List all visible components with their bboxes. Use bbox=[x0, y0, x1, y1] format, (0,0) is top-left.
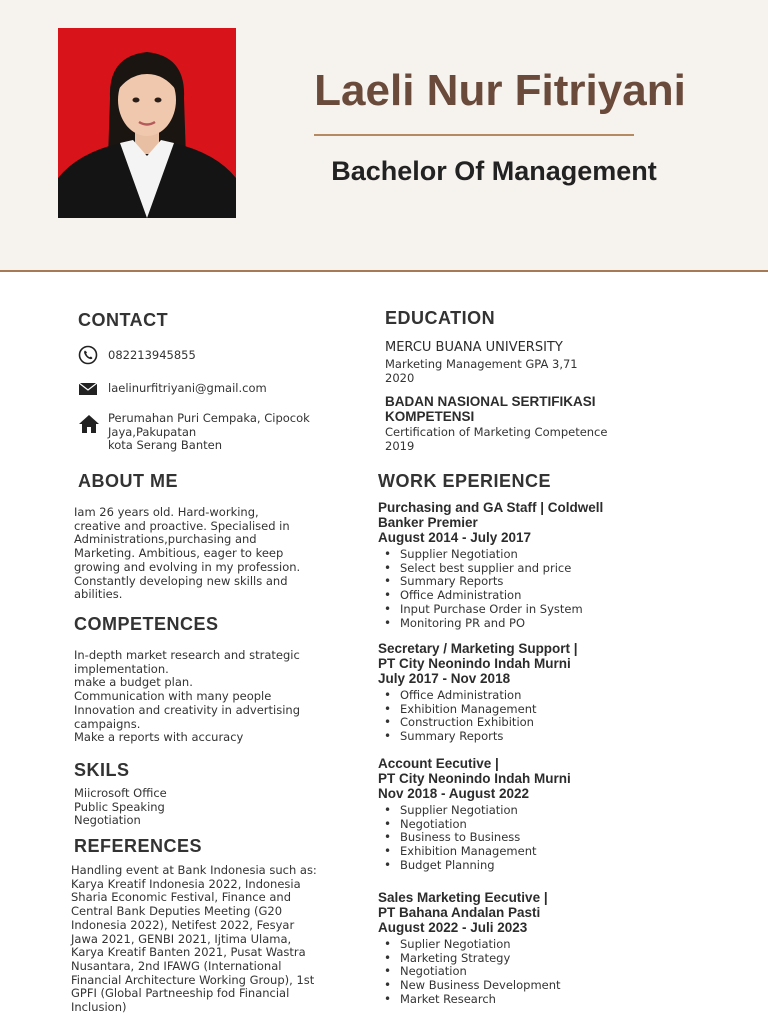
job-duty: • New Business Development bbox=[378, 979, 698, 993]
competences-text: In-depth market research and strategic implementation. make a budget plan. Communication with many people Innovation and creativity in advertising campaigns. Make a reports with accuracy bbox=[74, 648, 301, 745]
contact-phone: 082213945855 bbox=[108, 348, 196, 362]
job-title: Secretary / Marketing Support | PT City Neonindo Indah Murni July 2017 - Nov 2018 bbox=[378, 641, 578, 686]
about-text: Iam 26 years old. Hard-working, creative and proactive. Specialised in Administrations,purchasing and Marketing. Ambitious, eager to keep growing and evolving in my profession. Constantly developing new skills and abilities. bbox=[74, 505, 301, 602]
job-duty: • Office Administration bbox=[378, 689, 698, 703]
skills-heading: SKILS bbox=[74, 760, 130, 780]
education-detail: Certification of Marketing Competence 2019 bbox=[385, 425, 608, 453]
job-title: Sales Marketing Eecutive | PT Bahana Andalan Pasti August 2022 - Juli 2023 bbox=[378, 890, 548, 935]
contact-email: laelinurfitriyani@gmail.com bbox=[108, 381, 267, 395]
job-duties bbox=[378, 804, 698, 873]
job-duty: • Summary Reports bbox=[378, 575, 698, 589]
job-duty: • Market Research bbox=[378, 993, 698, 1007]
job-duty: • Select best supplier and price bbox=[378, 562, 698, 576]
home-icon bbox=[78, 414, 100, 438]
work-heading: WORK EPERIENCE bbox=[378, 471, 552, 491]
competences-heading: COMPETENCES bbox=[74, 614, 219, 634]
job-duty: • Input Purchase Order in System bbox=[378, 603, 698, 617]
job-duty: • Supplier Negotiation bbox=[378, 804, 698, 818]
about-heading: ABOUT ME bbox=[78, 471, 178, 491]
job-duty: • Negotiation bbox=[378, 965, 698, 979]
education-school: BADAN NASIONAL SERTIFIKASI KOMPETENSI bbox=[385, 394, 596, 424]
job-duty: • Supplier Negotiation bbox=[378, 548, 698, 562]
contact-address: Perumahan Puri Cempaka, Cipocok Jaya,Pakupatan kota Serang Banten bbox=[108, 411, 310, 453]
references-text: Handling event at Bank Indonesia such as: Karya Kreatif Indonesia 2022, Indonesia Sharia Economic Festival, Finance and Central Bank Deputies Meeting (G20 Indonesia 2022), Netifest 2022, Fesyar Jawa 2021, GENBI 2021, Ijtima Ulama, Karya Kreatif Banten 2021, Pusat Wastra Nusantara, 2nd IFAWG (International Financial Architecture Working Group), 1st GPFI (Global Partneeship fod Financial Inclusion) bbox=[71, 863, 317, 1015]
portrait-image bbox=[58, 28, 236, 218]
job-entry bbox=[378, 500, 698, 630]
job-duty: • Exhibition Management bbox=[378, 703, 698, 717]
education-heading: EDUCATION bbox=[385, 308, 496, 328]
education-detail: Marketing Management GPA 3,71 2020 bbox=[385, 357, 578, 385]
name-divider bbox=[314, 134, 634, 136]
skills-text: Miicrosoft Office Public Speaking Negotiation bbox=[74, 786, 167, 828]
references-heading: REFERENCES bbox=[74, 836, 203, 856]
job-duty: • Exhibition Management bbox=[378, 845, 698, 859]
job-entry bbox=[378, 756, 698, 873]
job-duty: • Summary Reports bbox=[378, 730, 698, 744]
job-duties bbox=[378, 689, 698, 744]
job-entry bbox=[378, 641, 698, 744]
resume-header bbox=[0, 0, 768, 272]
job-title: Account Eecutive | PT City Neonindo Indah Murni Nov 2018 - August 2022 bbox=[378, 756, 571, 801]
applicant-name: Laeli Nur Fitriyani bbox=[314, 66, 686, 115]
job-duty: • Construction Exhibition bbox=[378, 716, 698, 730]
job-duties bbox=[378, 938, 698, 1007]
applicant-degree: Bachelor Of Management bbox=[331, 156, 657, 186]
job-duty: • Negotiation bbox=[378, 818, 698, 832]
contact-heading: CONTACT bbox=[78, 310, 169, 330]
job-duty: • Suplier Negotiation bbox=[378, 938, 698, 952]
job-entry bbox=[378, 890, 698, 1007]
phone-icon bbox=[78, 345, 98, 369]
job-duty: • Marketing Strategy bbox=[378, 952, 698, 966]
job-duty: • Monitoring PR and PO bbox=[378, 617, 698, 631]
job-duty: • Budget Planning bbox=[378, 859, 698, 873]
email-icon bbox=[78, 381, 98, 401]
job-duty: • Business to Business bbox=[378, 831, 698, 845]
job-duty: • Office Administration bbox=[378, 589, 698, 603]
job-title: Purchasing and GA Staff | Coldwell Banker Premier August 2014 - July 2017 bbox=[378, 500, 604, 545]
job-duties bbox=[378, 548, 698, 630]
profile-photo bbox=[58, 28, 236, 218]
education-school: MERCU BUANA UNIVERSITY bbox=[385, 340, 563, 355]
